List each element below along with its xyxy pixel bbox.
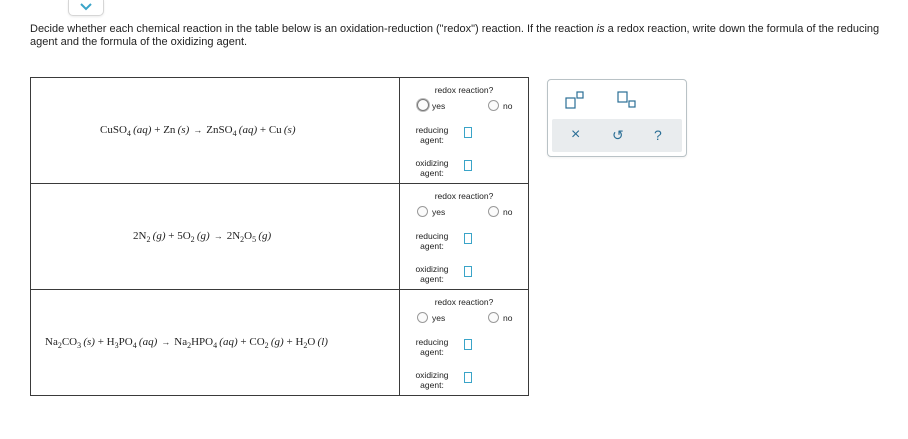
subscript: 2 [264,340,269,350]
oxidizing-agent-label: oxidizing agent: [415,264,449,284]
coefficient: 5 [177,229,183,242]
species: $2N_2$ (g) [133,229,166,244]
state-symbol: aq [242,123,254,136]
element-symbol: Cu [100,123,113,136]
reaction-arrow-icon: → [161,336,171,347]
reaction-row [31,290,529,396]
element-symbol: C [61,335,70,348]
subscript: 5 [252,234,257,244]
chemical-equation: CuSO$_4$ (aq) + Zn (s) → ZnSO$_4$ (aq) + Cu (s) [100,123,296,138]
subscript: 4 [232,128,237,138]
state-symbol: s [87,335,92,348]
subscript: 4 [213,340,218,350]
answer-cell [400,184,529,290]
oxidizing-agent-input[interactable] [464,372,472,383]
yes-label: yes [432,313,446,323]
state-symbol: s [287,123,292,136]
reducing-agent-label: reducing agent: [415,125,449,145]
oxidizing-agent-input[interactable] [464,160,472,171]
yes-radio[interactable] [417,312,428,323]
oxidizing-agent-input[interactable] [464,266,472,277]
state-symbol: g [274,335,281,348]
toolbar-action-bar [552,119,682,152]
prompt-text-part2: a redox reaction, write down the formula of the reducing agent and the formula of the oxidizing agent. [30,23,880,48]
element-symbol: O [307,335,316,348]
redox-radio-group [400,205,528,219]
state-symbol: g [262,229,268,242]
species: $Na_2HPO_4$ (aq) [174,335,238,350]
state-symbol: l [321,335,325,348]
element-symbol: O [69,335,78,348]
element-symbol: H [106,335,115,348]
question-prompt [30,23,890,49]
element-symbol: P [118,335,125,348]
species: $2N_2O_5$ (g) [226,229,272,244]
element-symbol: Zn [163,123,176,136]
state-symbol: aq [136,123,148,136]
species: ZnSO$_4$ (aq) [206,123,258,138]
species: $H_2O$ (l) [295,335,328,350]
element-symbol: O [224,123,233,136]
subscript: 4 [126,128,131,138]
state-symbol: g [156,229,162,242]
element-symbol: N [138,229,147,242]
redox-radio-group [400,99,528,113]
redox-question-label: redox reaction? [434,191,494,201]
element-symbol: Zn [206,123,219,136]
subscript: 2 [303,340,308,350]
no-label: no [503,313,513,323]
answer-cell [400,78,529,184]
coefficient: 2 [226,229,233,242]
yes-radio[interactable] [417,206,428,217]
state-symbol: s [181,123,186,136]
yes-label: yes [432,101,446,111]
element-symbol: S [112,123,119,136]
chemical-equation: $2N_2$ $(g) + 5O_2$ $(g) \to 2N_2O_5$ (g) [133,229,272,244]
element-symbol: N [232,229,241,242]
subscript: 3 [77,340,82,350]
redox-radio-group [400,311,528,325]
element-symbol: H [295,335,304,348]
redox-question-label: redox reaction? [434,297,494,307]
reaction-row [31,184,529,290]
no-radio[interactable] [488,100,499,111]
element-symbol: Na [174,335,188,348]
no-radio[interactable] [488,206,499,217]
reducing-agent-label: reducing agent: [415,231,449,251]
reducing-agent-input[interactable] [464,127,472,138]
element-symbol: O [118,123,127,136]
subscript: 2 [187,340,192,350]
element-symbol: C [249,335,257,348]
element-symbol: O [124,335,133,348]
oxidizing-agent-label: oxidizing agent: [415,158,449,178]
prompt-emphasis: is [596,23,605,35]
chemical-equation: $Na_2CO_3$ $(s) + H_3PO_4$ $(aq) \to Na_2HPO_4$ $(aq) + CO_2$ $(g) + H_2O$ (l) [45,335,328,350]
yes-label: yes [432,207,446,217]
no-label: no [503,101,513,111]
species: $Na_2CO_3$ (s) [45,335,95,350]
reaction-row [31,78,529,184]
element-symbol: Na [45,335,58,348]
yes-radio[interactable] [417,99,429,111]
reaction-cell [31,184,400,290]
species: Zn (s) [163,123,190,136]
subscript: 2 [240,234,245,244]
element-symbol: S [218,123,225,136]
element-symbol: Cu [268,123,282,136]
redox-question-label: redox reaction? [434,85,494,95]
species: $CO_2$ (g) [249,335,284,350]
reactions-table [30,77,529,396]
reaction-cell [31,290,400,396]
species: $5O_2$ (g) [177,229,210,244]
no-label: no [503,207,513,217]
state-symbol: g [200,229,207,242]
no-radio[interactable] [488,312,499,323]
reaction-arrow-icon: → [213,230,223,241]
superscript-box-icon[interactable] [565,91,585,109]
answer-cell [400,290,529,396]
collapse-toggle-tab[interactable] [68,0,104,16]
subscript: 2 [57,340,62,350]
element-symbol: O [182,229,191,242]
chevron-down-icon [80,3,92,11]
species: Cu (s) [268,123,296,136]
answer-toolbar [547,79,687,157]
element-symbol: P [199,335,206,348]
close-icon[interactable]: × [571,126,581,143]
subscript: 4 [132,340,137,350]
reaction-cell [31,78,400,184]
species: $H_3PO_4$ (aq) [106,335,158,350]
reducing-agent-label: reducing agent: [415,337,449,357]
state-symbol: aq [222,335,234,348]
reaction-arrow-icon: → [193,124,203,135]
help-icon[interactable]: ? [654,127,662,143]
subscript: 2 [146,234,151,244]
element-symbol: O [205,335,214,348]
subscript: 3 [114,340,119,350]
oxidizing-agent-label: oxidizing agent: [415,370,449,390]
coefficient: 2 [133,229,139,242]
state-symbol: aq [142,335,154,348]
reducing-agent-input[interactable] [464,339,472,350]
element-symbol: O [256,335,265,348]
undo-icon[interactable]: ↺ [612,127,624,143]
element-symbol: O [244,229,253,242]
prompt-text-part1: Decide whether each chemical reaction in the table below is an oxidation-reduction ("redox") reaction. If the reaction [30,23,597,35]
element-symbol: H [191,335,200,348]
subscript: 2 [190,234,195,244]
subscript-box-icon[interactable] [617,91,637,109]
reducing-agent-input[interactable] [464,233,472,244]
species: CuSO$_4$ (aq) [100,123,152,138]
